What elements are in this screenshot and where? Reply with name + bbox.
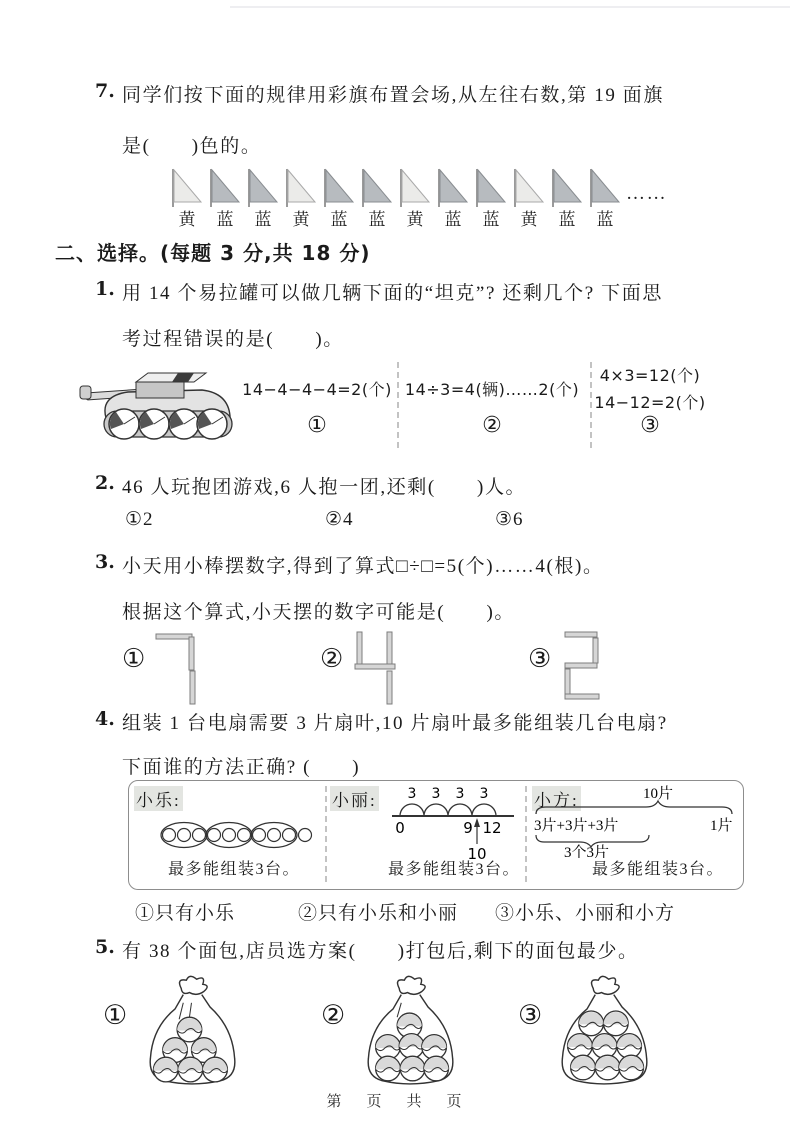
column-divider bbox=[590, 362, 592, 448]
q4-option-3: ③小乐、小丽和小方 bbox=[495, 903, 676, 924]
q4-option-2: ②只有小乐和小丽 bbox=[298, 903, 459, 924]
total-label: 10片 bbox=[642, 786, 674, 802]
bag-figure-3 bbox=[550, 972, 658, 1087]
bag-figure-1 bbox=[138, 972, 246, 1087]
flag bbox=[284, 167, 318, 230]
flag bbox=[512, 167, 546, 230]
bag-figure-2 bbox=[356, 972, 464, 1087]
q5-number: 5. bbox=[95, 936, 115, 958]
q1-equation-1: 14−4−4−4=2(个) bbox=[242, 380, 392, 399]
q5-option-2: ② bbox=[321, 1000, 346, 1031]
arc-label: 3 bbox=[455, 786, 465, 802]
stick-digit-4 bbox=[350, 628, 402, 708]
q3-number: 3. bbox=[95, 551, 115, 573]
flag-label: 蓝 bbox=[558, 210, 576, 229]
q1-number: 1. bbox=[95, 278, 115, 300]
flag-label: 蓝 bbox=[216, 210, 234, 229]
q7-line2: 是( )色的。 bbox=[122, 136, 262, 157]
section-title: 二、选择。(每题 3 分,共 18 分) bbox=[55, 241, 371, 265]
flag-label: 蓝 bbox=[482, 210, 500, 229]
q3-option-1: ① bbox=[122, 644, 146, 674]
q1-option-3: ③ bbox=[640, 413, 660, 438]
tick-9: 9 bbox=[463, 819, 473, 837]
tick-10: 10 bbox=[467, 845, 487, 862]
q2-option-2: ②4 bbox=[325, 509, 354, 530]
q4-xiaoli-caption: 最多能组装3台。 bbox=[388, 861, 521, 878]
q2-number: 2. bbox=[95, 472, 115, 494]
q1-equation-3b: 14−12=2(个) bbox=[594, 393, 706, 412]
q5-option-1: ① bbox=[103, 1000, 128, 1031]
q4-xiaofang-name: 小方: bbox=[532, 786, 581, 811]
tank-figure bbox=[76, 366, 241, 448]
q7-line1: 同学们按下面的规律用彩旗布置会场,从左往右数,第 19 面旗 bbox=[122, 85, 665, 106]
flag-label: 黄 bbox=[406, 210, 424, 229]
xiaoli-numberline-figure bbox=[388, 786, 518, 862]
q3-option-2: ② bbox=[320, 644, 344, 674]
flag-label: 蓝 bbox=[330, 210, 348, 229]
q1-option-1: ① bbox=[307, 413, 327, 438]
flag-label: 黄 bbox=[520, 210, 538, 229]
q4-number: 4. bbox=[95, 708, 115, 730]
tick-0: 0 bbox=[395, 819, 405, 837]
q1-line1: 用 14 个易拉罐可以做几辆下面的“坦克”? 还剩几个? 下面思 bbox=[122, 283, 663, 304]
sub-label: 3个3片 bbox=[564, 845, 610, 858]
leftover-label: 1片 bbox=[710, 818, 733, 834]
box-divider bbox=[325, 786, 327, 882]
arc-label: 3 bbox=[407, 786, 417, 802]
q3-line1: 小天用小棒摆数字,得到了算式□÷□=5(个)……4(根)。 bbox=[122, 556, 604, 577]
xiaofang-brace-figure bbox=[528, 784, 740, 858]
q5-text: 有 38 个面包,店员选方案( )打包后,剩下的面包最少。 bbox=[122, 941, 639, 962]
column-divider bbox=[397, 362, 399, 448]
q5-option-3: ③ bbox=[518, 1000, 543, 1031]
flag-label: 黄 bbox=[292, 210, 310, 229]
q4-option-1: ①只有小乐 bbox=[135, 903, 236, 924]
q2-text: 46 人玩抱团游戏,6 人抱一团,还剩( )人。 bbox=[122, 477, 527, 498]
flag-ellipsis: …… bbox=[626, 183, 668, 204]
q1-line2: 考过程错误的是( )。 bbox=[122, 329, 344, 350]
flag-label: 蓝 bbox=[444, 210, 462, 229]
q3-option-3: ③ bbox=[528, 644, 552, 674]
xiaole-circles-figure bbox=[158, 818, 316, 852]
flag-label: 蓝 bbox=[254, 210, 272, 229]
q4-xiaole-name: 小乐: bbox=[134, 786, 183, 811]
flag bbox=[170, 167, 204, 230]
arc-label: 3 bbox=[431, 786, 441, 802]
flag-label: 蓝 bbox=[596, 210, 614, 229]
q1-equation-3a: 4×3=12(个) bbox=[599, 366, 701, 385]
q4-xiaofang-caption: 最多能组装3台。 bbox=[592, 861, 725, 878]
q2-option-3: ③6 bbox=[495, 509, 524, 530]
parts-label: 3片+3片+3片 bbox=[534, 818, 619, 834]
q4-xiaole-caption: 最多能组装3台。 bbox=[168, 861, 301, 878]
flag-label: 蓝 bbox=[368, 210, 386, 229]
flag bbox=[550, 167, 584, 230]
flag bbox=[322, 167, 356, 230]
flag bbox=[474, 167, 508, 230]
arc-label: 3 bbox=[479, 786, 489, 802]
flag bbox=[398, 167, 432, 230]
q4-line1: 组装 1 台电扇需要 3 片扇叶,10 片扇叶最多能组装几台电扇? bbox=[122, 713, 668, 734]
q3-line2: 根据这个算式,小天摆的数字可能是( )。 bbox=[122, 602, 516, 623]
q1-option-2: ② bbox=[482, 413, 502, 438]
flag bbox=[588, 167, 622, 230]
q2-option-1: ①2 bbox=[125, 509, 154, 530]
flag bbox=[436, 167, 470, 230]
stick-digit-7 bbox=[152, 628, 204, 708]
scan-artifact-line bbox=[230, 6, 790, 8]
page-footer: 第 页 共 页 bbox=[326, 1093, 467, 1110]
box-divider bbox=[525, 786, 527, 882]
flag bbox=[246, 167, 280, 230]
stick-digit-2 bbox=[556, 628, 608, 708]
q4-xiaoli-name: 小丽: bbox=[330, 786, 379, 811]
q7-number: 7. bbox=[95, 80, 115, 102]
flag bbox=[208, 167, 242, 230]
q4-line2: 下面谁的方法正确? ( ) bbox=[122, 757, 361, 778]
tick-12: 12 bbox=[482, 819, 502, 837]
flag bbox=[360, 167, 394, 230]
q1-equation-2: 14÷3=4(辆)……2(个) bbox=[404, 380, 580, 399]
flag-label: 黄 bbox=[178, 210, 196, 229]
